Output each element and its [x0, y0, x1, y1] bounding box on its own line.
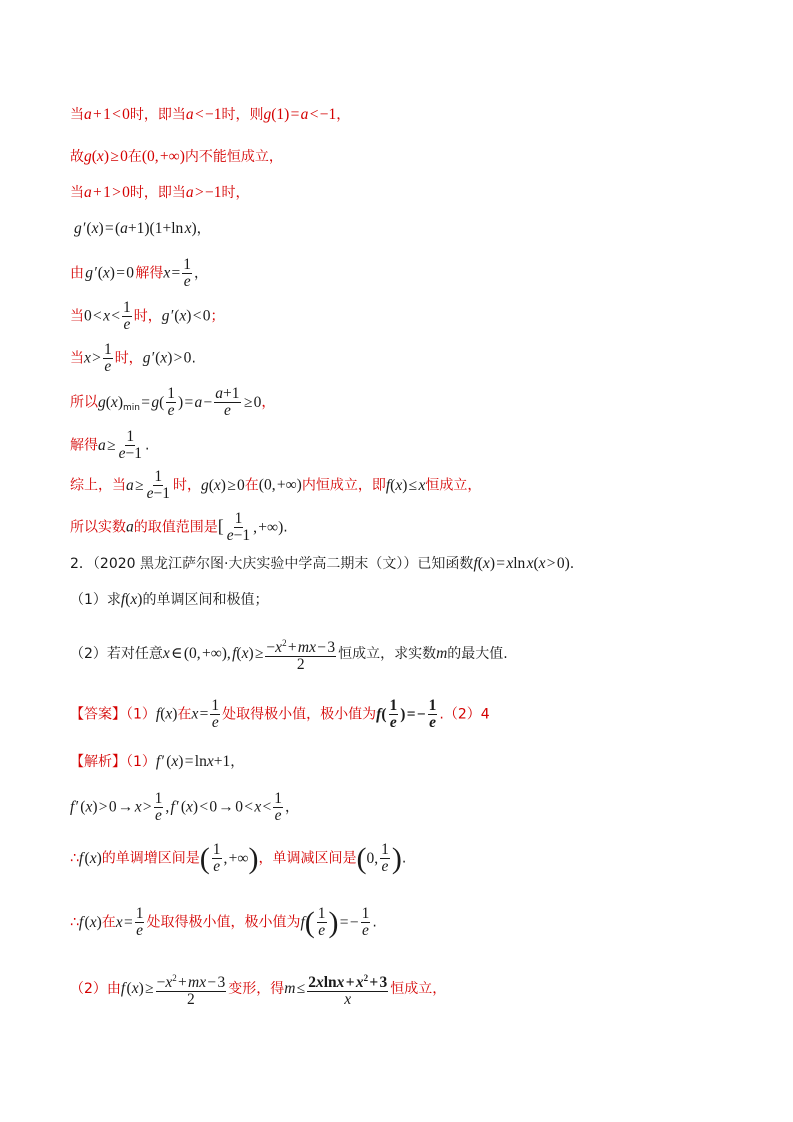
fraction-1-over-e: $\frac{1}{e}$ [183, 256, 192, 290]
question-1: （1）求f(x)的单调区间和极值； [70, 591, 269, 608]
analysis-line-1: 【解析】（1）f ′ (x) = lnx+1， [70, 753, 245, 770]
line-decreasing: 当0 < x < $\frac{1}{e}$ 时，g ′(x) < 0； [70, 299, 225, 333]
analysis-line-3: ∴f (x)的单调增区间是( $\frac{1}{e}$ , +∞)，单调减区间是(0, $\frac{1}{e}$ ). [70, 841, 407, 875]
line-minimum: 所以$g(x)_{min}$ = g( $\frac{1}{e}$ ) = a − $\frac{a+1}{e}$ ≥ 0， [70, 385, 276, 419]
line-range: 所以实数a的取值范围是[ $\frac{1}{e-1}$ , +∞). [70, 510, 288, 544]
problem-2-stem: 2．（2020 黑龙江萨尔图·大庆实验中学高二期末（文））已知函数f(x) = xln x(x > 0). [70, 555, 575, 572]
answer-line: 【答案】（1）f(x)在x = $\frac{1}{e}$ 处取得极小值，极小值为f( $\frac{1}{e}$ ) = − $\frac{1}{e}$ .（2）4 [70, 697, 490, 731]
line-case-a-less: 当a + 1 < 0时，即当a < −1时，则g(1) = a < −1， [70, 106, 351, 123]
line-increasing: 当x > $\frac{1}{e}$ 时，g ′(x) > 0. [70, 341, 196, 375]
line-not-hold: 故g(x) ≥ 0在(0, +∞)内不能恒成立， [70, 148, 283, 165]
line-solve-a: 解得a ≥ $\frac{1}{e-1}$ . [70, 428, 150, 462]
line-summary: 综上，当a ≥ $\frac{1}{e-1}$ 时，g(x) ≥ 0在(0, +∞)内恒成立，即f(x) ≤ x恒成立， [70, 468, 482, 502]
analysis-line-5: （2）由f (x) ≥ $\frac{-x^2 + mx - 3}{2}$ 变形，得m ≤ $\frac{2xlnx + x^2 + 3}{x}$ 恒成立， [70, 970, 446, 1008]
analysis-line-4: ∴f (x)在x = $\frac{1}{e}$ 处取得极小值，极小值为f( $\frac{1}{e}$ ) = − $\frac{1}{e}$ . [70, 905, 377, 939]
line-derivative: g ′(x) = (a+1)(1+ln x)， [74, 220, 211, 237]
analysis-line-2: f ′ (x) > 0 → x > $\frac{1}{e}$ , f ′ (x) < 0 → 0 < x < $\frac{1}{e}$ ， [70, 790, 299, 824]
question-2: （2）若对任意x ∈ (0, +∞), f(x) ≥ $\frac{-x^2 + mx - 3}{2}$ 恒成立，求实数m的最大值. [70, 635, 508, 673]
line-case-a-greater: 当a + 1 > 0时，即当a > −1时， [70, 184, 250, 201]
line-solve-root: 由 g ′(x) = 0 解得x = $\frac{1}{e}$ ， [70, 256, 209, 290]
